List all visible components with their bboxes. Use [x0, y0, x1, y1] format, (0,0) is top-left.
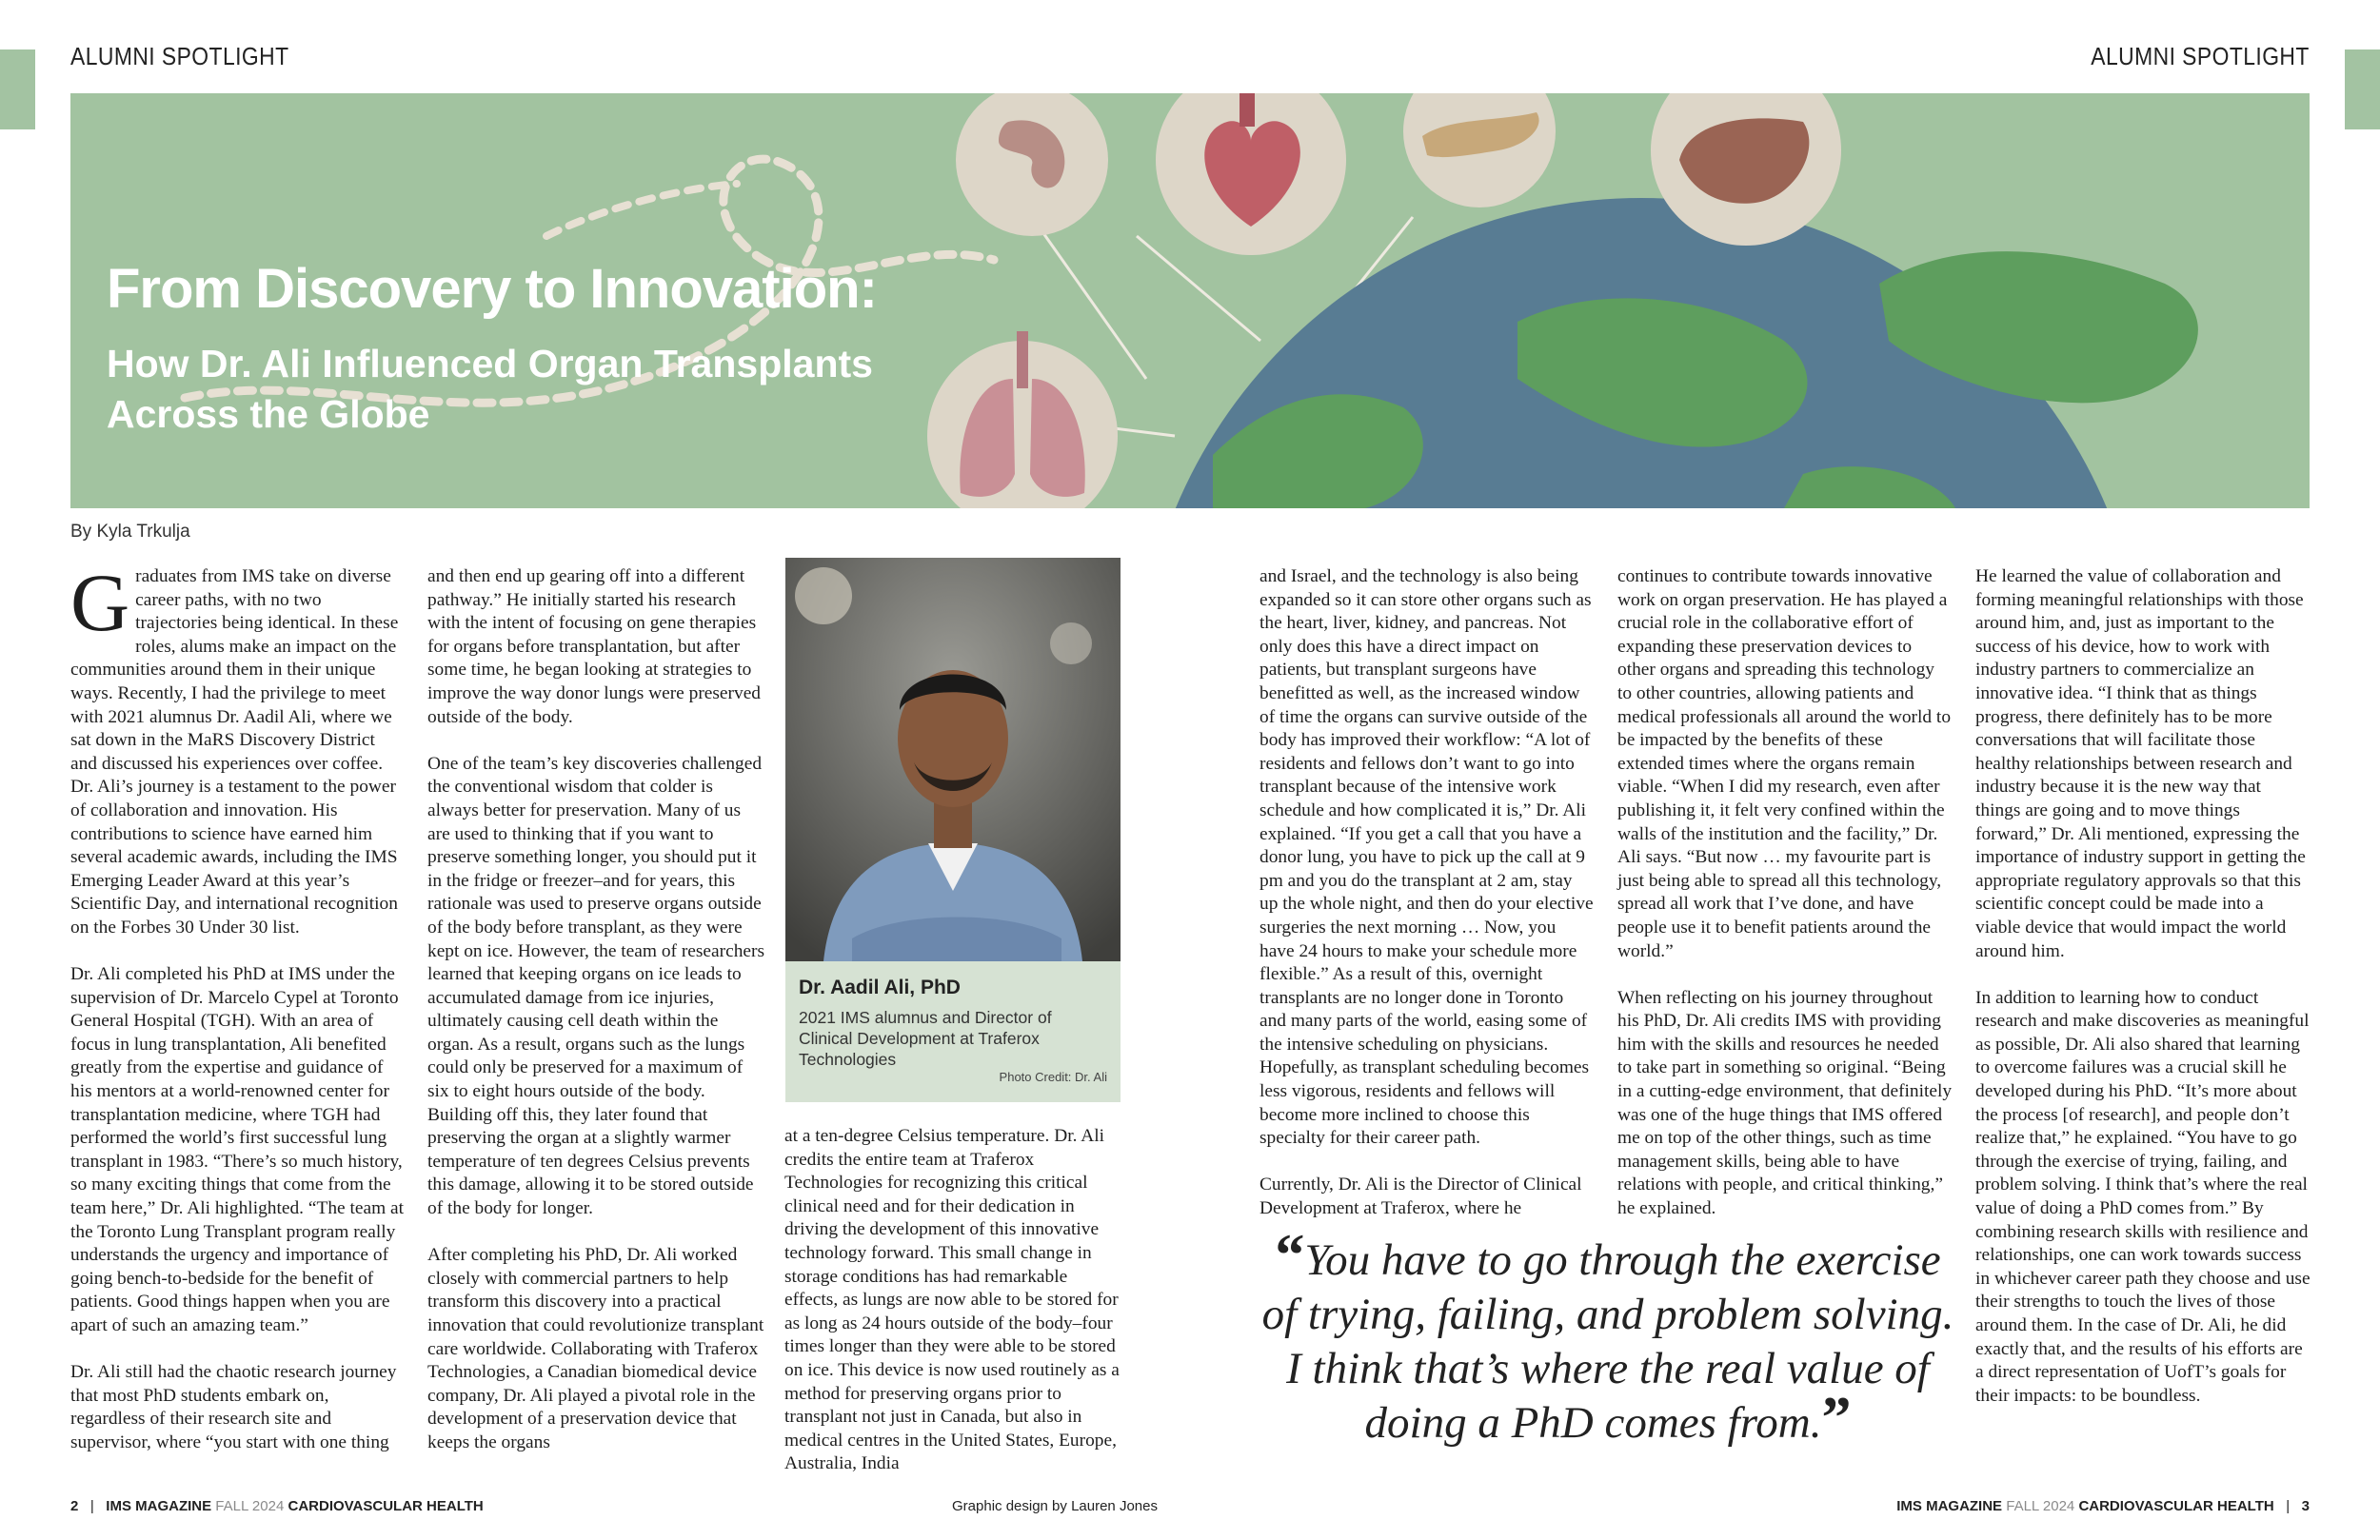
issue-label: FALL 2024: [2006, 1498, 2075, 1514]
paragraph: Dr. Ali still had the chaotic research journey that most PhD students embark on, regardless of their research site and supervisor, where “you start with one thing: [70, 1362, 397, 1452]
article-subtitle: How Dr. Ali Influenced Organ Transplants Across the Globe: [107, 342, 873, 436]
heart-icon: [1156, 93, 1346, 255]
hero-banner: [70, 93, 2310, 508]
page-number-left: 2: [70, 1498, 79, 1514]
photo-credit: Photo Credit: Dr. Ali: [999, 1070, 1107, 1084]
article-column-4: [1259, 565, 1595, 1244]
drop-cap: G: [70, 557, 130, 648]
paragraph: and then end up gearing off into a different pathway.” He initially started his research with the intent of focusing on gene therapies for organs before transplantation, but after some time, he began looking at strategies to improve the way donor lungs were preserved outside of the body.: [427, 566, 761, 727]
article-column-3: [784, 1125, 1120, 1500]
magazine-name: IMS MAGAZINE: [106, 1498, 212, 1514]
paragraph: continues to contribute towards innovative work on organ preservation. He has played a crucial role in the collaborative effort of expanding these preservation devices to other organs and spreading this technology to other countries, allowing patients and medical professionals all around the world to be impacted by the benefits of these extended times where the organs remain viable. “When I did my research, even after publishing it, it felt very confined within the walls of the institution and the facility,” Dr. Ali says. “But now … my favourite part is just being able to spread all this technology, spread all work that I’ve done, and have people use it to benefit patients around the world.”: [1617, 566, 1952, 961]
kidney-icon: [956, 93, 1108, 236]
open-quote-mark: “: [1275, 1223, 1305, 1288]
caption-description: 2021 IMS alumnus and Director of Clinical Development at Traferox Technologies: [799, 1008, 1052, 1069]
globe-icon: [1137, 198, 2198, 508]
paragraph: When reflecting on his journey throughout his PhD, Dr. Ali credits IMS with providing him with the skills and resources he needed to take part in something so original. “Being in a cutting-edge environment, that definitely was one of the huge things that IMS offered me on top of the other things, such as time management skills, being able to have relations with people, and critical thinking,” he explained.: [1617, 987, 1953, 1219]
paragraph: and Israel, and the technology is also being expanded so it can store other organs such as the heart, liver, kidney, and pancreas. Not only does this have a direct impact on patients, but transplant surgeons have benefitted as well, as the increased window of time the organs can survive outside of the body has improved their workflow: “A lot of residents and fellows don’t want to go into transplant because of the intensive work schedule and how complicated it is,” Dr. Ali explained. “If you get a call that you have a donor lung, you have to pick up the call at 9 pm and you do the transplant at 2 am, stay up the whole night, and then do your elective surgeries the next morning … Now, you have 24 hours to make your schedule more flexible.” As a result of this, overnight transplants are no longer done in Toronto and many parts of the world, easing some of the intensive scheduling on physicians. Hopefully, as transplant scheduling becomes less vigorous, residents and fellows will become more inclined to choose this specialty for their career path.: [1259, 566, 1594, 1149]
portrait-illustration: [785, 558, 1121, 961]
byline: By Kyla Trkulja: [70, 522, 190, 542]
design-credit: Graphic design by Lauren Jones: [952, 1498, 1158, 1514]
paragraph: One of the team’s key discoveries challenged the conventional wisdom that colder is always better for preservation. Many of us are used to thinking that if you want to preserve something longer, you should put it in the fridge or freezer–and for years, this rationale was used to preserve organs outside of the body before transplant, as they were kept on ice. However, the team of researchers learned that keeping organs on ice leads to accumulated damage from ice injuries, ultimately causing cell death within the organ. As a result, organs such as the lungs could only be preserved for a maximum of six to eight hours outside of the body. Building off this, they later found that preserving the organ at a slightly warmer temperature of ten degrees Celsius prevents this damage, allowing it to be stored outside of the body for longer.: [427, 753, 765, 1219]
pull-quote: [1260, 1223, 1955, 1451]
magazine-name: IMS MAGAZINE: [1896, 1498, 2003, 1514]
article-column-5: [1617, 565, 1953, 1244]
footer-separator: |: [89, 1498, 94, 1514]
footer-right: [1896, 1498, 2310, 1514]
caption-name: Dr. Aadil Ali, PhD: [799, 977, 961, 998]
portrait-photo: [785, 558, 1121, 961]
issue-theme: CARDIOVASCULAR HEALTH: [288, 1498, 484, 1514]
paragraph: Currently, Dr. Ali is the Director of Clinical Development at Traferox, where he: [1259, 1175, 1582, 1219]
photo-caption: [785, 961, 1121, 1102]
page-edge-tab-left: [0, 49, 35, 129]
paragraph: He learned the value of collaboration and forming meaningful relationships with those around him, and, just as important to the success of his device, how to work with industry partners to commercialize an innovative idea. “I think that as things progress, there definitely has to be more conversations that will facilitate those healthy relationships between research and industry because it is the new way that things are going and to move things forward,” Dr. Ali mentioned, expressing the importance of industry support in getting the appropriate regulatory approvals so that this scientific concept could be made into a viable device that would impact the world around him.: [1975, 566, 2306, 961]
article-column-6: [1975, 565, 2311, 1431]
paragraph: In addition to learning how to conduct research and make discoveries as meaningful as possible, Dr. Ali also shared that learning to overcome failures was a crucial skill he developed during his PhD. “It’s more about the process [of research], and people don’t realize that,” he explained. “You have to go through the exercise of trying, failing, and problem solving. I think that’s where the real value of doing a PhD comes from.” By combining research skills with resilience and relationships, one can work towards success in whichever career path they choose and use their strengths to touch the lives of those around them. In the case of Dr. Ali, he did exactly that, and the results of his efforts are a direct representation of UofT’s goals for their impacts: to be boundless.: [1975, 987, 2311, 1406]
paragraph: Dr. Ali completed his PhD at IMS under the supervision of Dr. Marcelo Cypel at Toronto General Hospital (TGH). With an area of focus in lung transplantation, Ali benefited greatly from the expertise and guidance of his mentors at a world-renowned center for transplantation medicine, where TGH had performed the world’s first successful lung transplant in 1983. “There’s so much history, so many exciting things that come from the team here,” Dr. Ali highlighted. “The team at the Toronto Lung Transplant program really understands the urgency and importance of going bench-to-bedside for the benefit of patients. Good things happen when you are apart of such an amazing team.”: [70, 964, 404, 1335]
paragraph: [70, 557, 406, 940]
footer-separator: |: [2286, 1498, 2291, 1514]
page-edge-tab-right: [2345, 49, 2380, 129]
page-number-right: 3: [2301, 1498, 2310, 1514]
section-label-left: ALUMNI SPOTLIGHT: [70, 42, 289, 70]
article-column-2: [427, 565, 764, 1478]
paragraph: After completing his PhD, Dr. Ali worked closely with commercial partners to help transform this discovery into a practical innovation that could revolutionize transplant care worldwide. Collaborating with Traferox Technologies, a Canadian biomedical device company, Dr. Ali played a pivotal role in the development of a preservation device that keeps the organs: [427, 1245, 764, 1452]
section-label-right: ALUMNI SPOTLIGHT: [2091, 42, 2310, 70]
issue-label: FALL 2024: [215, 1498, 285, 1514]
paragraph: at a ten-degree Celsius temperature. Dr. Ali credits the entire team at Traferox Technologies for recognizing this critical clinical need and for their dedication in driving the development of this innovative technology forward. This small change in storage conditions has had remarkable effects, as lungs are now able to be stored for as long as 24 hours outside of the body–four times longer than they were able to be stored on ice. This device is now used routinely as a method for preserving organs prior to transplant not just in Canada, but also in medical centres in the United States, Europe, Australia, India: [784, 1126, 1120, 1474]
paragraph-text: raduates from IMS take on diverse career paths, with no two trajectories being identical. In these roles, alums make an impact on the communities around them in their unique ways. Recently, I had the privilege to meet with 2021 alumnus Dr. Aadil Ali, where we sat down in the MaRS Discovery District and discussed his experiences over coffee. Dr. Ali’s journey is a testament to the power of collaboration and innovation. His contributions to science have earned him several academic awards, including the IMS Emerging Leader Award at this year’s Scientific Day, and international recognition on the Forbes 30 Under 30 list.: [70, 566, 399, 938]
article-column-1: [70, 557, 406, 1478]
footer-left: [70, 1498, 484, 1514]
article-title: From Discovery to Innovation:: [107, 258, 877, 320]
issue-theme: CARDIOVASCULAR HEALTH: [2078, 1498, 2274, 1514]
pull-quote-text: You have to go through the exercise of trying, failing, and problem solving. I think that’s where the real value of doing a PhD comes from.: [1261, 1235, 1954, 1448]
pancreas-icon: [1403, 93, 1556, 207]
close-quote-mark: ”: [1821, 1386, 1852, 1451]
